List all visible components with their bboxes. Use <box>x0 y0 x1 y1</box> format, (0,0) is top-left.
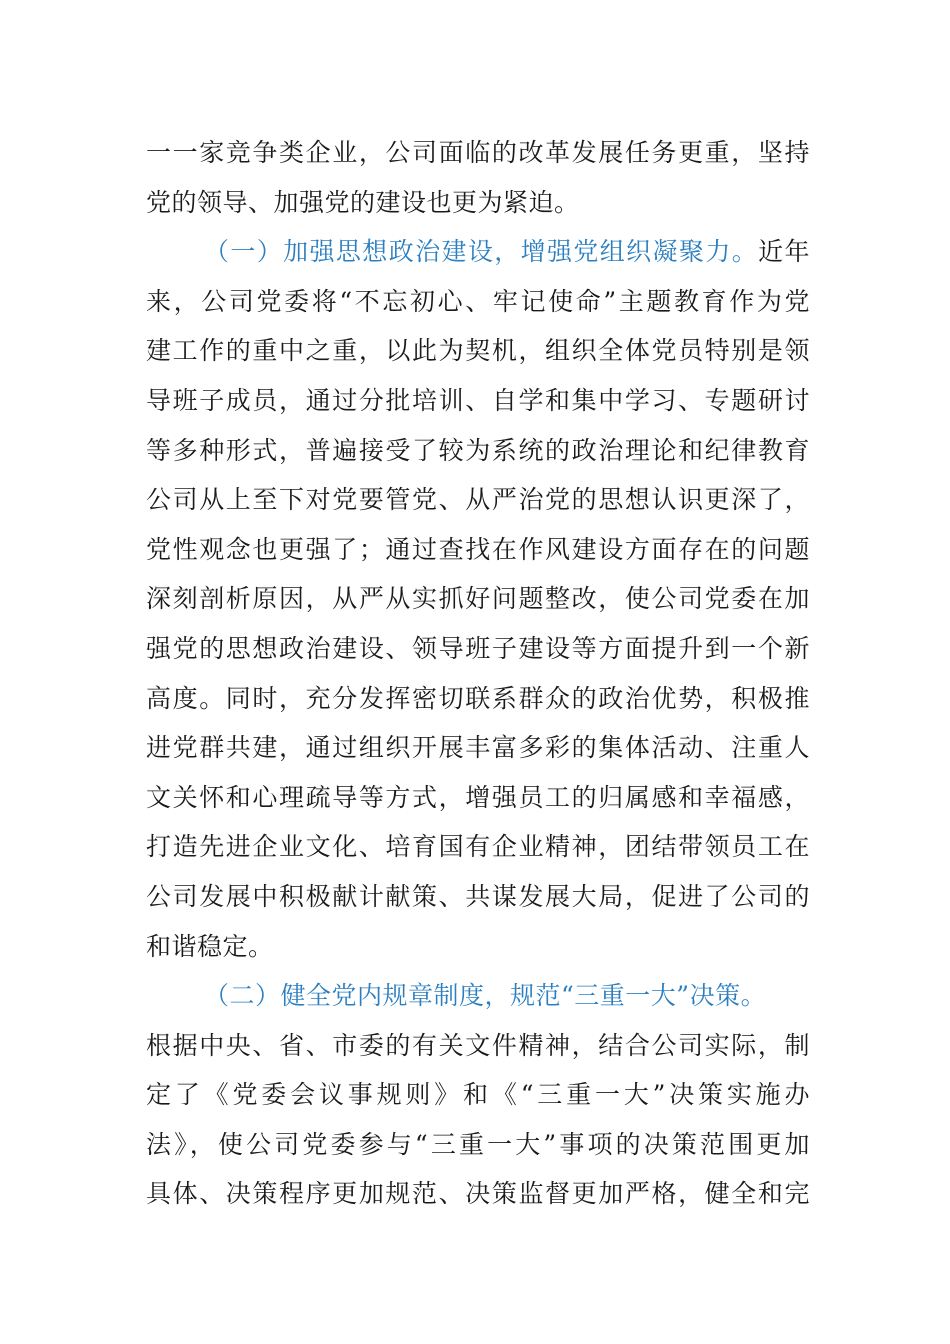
text-line <box>146 723 810 773</box>
text-line <box>146 574 810 624</box>
paragraph-text: 进党群共建，通过组织开展丰富多彩的集体活动、注重人 <box>146 733 810 763</box>
text-line <box>146 773 810 823</box>
text-line <box>146 475 810 525</box>
paragraph-text: 和谐稳定。 <box>146 931 274 961</box>
text-line <box>146 1169 810 1219</box>
text-line <box>146 1021 810 1071</box>
paragraph-text: 深刻剖析原因，从严从实抓好问题整改，使公司党委在加 <box>146 584 810 614</box>
text-line <box>146 1070 810 1120</box>
paragraph-text: 来，公司党委将“不忘初心、牢记使命”主题教育作为党 <box>146 286 810 316</box>
paragraph-text: 定了《党委会议事规则》和《“三重一大”决策实施办 <box>146 1080 810 1110</box>
document-body <box>146 128 810 1219</box>
text-line <box>146 872 810 922</box>
text-line <box>146 178 810 228</box>
paragraph-text: 党性观念也更强了；通过查找在作风建设方面存在的问题 <box>146 534 810 564</box>
paragraph-text: 党的领导、加强党的建设也更为紧迫。 <box>146 187 580 217</box>
text-line <box>146 326 810 376</box>
text-line <box>146 1120 810 1170</box>
text-line <box>146 525 810 575</box>
text-line <box>146 971 810 1021</box>
text-line <box>146 624 810 674</box>
text-line <box>146 227 810 277</box>
paragraph-text: 一一家竞争类企业，公司面临的改革发展任务更重，坚持 <box>146 138 810 167</box>
paragraph-text: 高度。同时，充分发挥密切联系群众的政治优势，积极推 <box>146 683 810 713</box>
text-line <box>146 822 810 872</box>
paragraph-text: 文关怀和心理疏导等方式，增强员工的归属感和幸福感， <box>146 782 810 812</box>
paragraph-text: 建工作的重中之重，以此为契机，组织全体党员特别是领 <box>146 336 810 366</box>
paragraph-text: 公司从上至下对党要管党、从严治党的思想认识更深了， <box>146 485 810 515</box>
text-line <box>146 426 810 476</box>
section-heading: （一）加强思想政治建设，增强党组织凝聚力。 <box>204 237 759 267</box>
paragraph-text: 强党的思想政治建设、领导班子建设等方面提升到一个新 <box>146 633 810 663</box>
text-line <box>146 128 810 178</box>
paragraph-text: 近年 <box>758 237 810 267</box>
paragraph-text: 导班子成员，通过分批培训、自学和集中学习、专题研讨 <box>146 385 810 415</box>
text-line <box>146 674 810 724</box>
paragraph-text: 等多种形式，普遍接受了较为系统的政治理论和纪律教育 <box>146 435 810 465</box>
section-heading: （二）健全党内规章制度，规范“三重一大”决策。 <box>204 981 767 1011</box>
paragraph-text: 打造先进企业文化、培育国有企业精神，团结带领员工在 <box>146 832 810 862</box>
text-line <box>146 376 810 426</box>
paragraph-text: 公司发展中积极献计献策、共谋发展大局，促进了公司的 <box>146 881 810 911</box>
paragraph-text: 法》，使公司党委参与“三重一大”事项的决策范围更加 <box>146 1129 810 1159</box>
paragraph-text: 根据中央、省、市委的有关文件精神，结合公司实际，制 <box>146 1030 810 1060</box>
paragraph-text: 具体、决策程序更加规范、决策监督更加严格，健全和完 <box>146 1179 810 1209</box>
text-line <box>146 922 810 972</box>
text-line <box>146 277 810 327</box>
